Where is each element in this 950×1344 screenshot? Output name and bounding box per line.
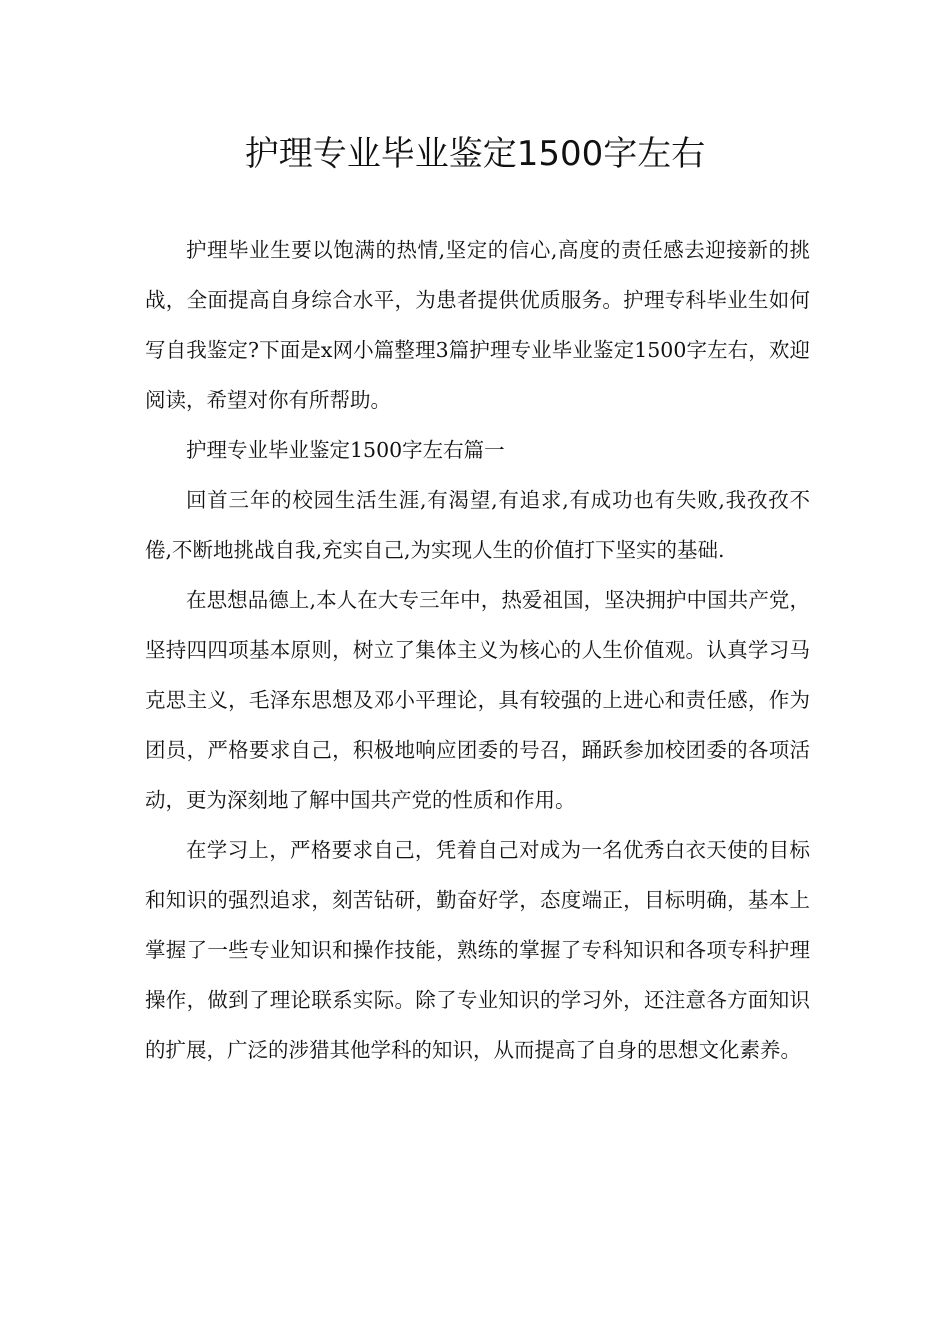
document-body: [145, 225, 810, 1075]
section-heading: 护理专业毕业鉴定1500字左右篇一: [186, 438, 505, 462]
paragraph-ideology: 在思想品德上,本人在大专三年中，热爱祖国，坚决拥护中国共产党，坚持四四项基本原则，树立了集体主义为核心的人生价值观。认真学习马克思主义，毛泽东思想及邓小平理论，具有较强的上进心和责任感，作为团员，严格要求自己，积极地响应团委的号召，踊跃参加校团委的各项活动，更为深刻地了解中国共产党的性质和作用。: [145, 588, 810, 812]
paragraph-study: 在学习上，严格要求自己，凭着自己对成为一名优秀白衣天使的目标和知识的强烈追求，刻苦钻研，勤奋好学，态度端正，目标明确，基本上掌握了一些专业知识和操作技能，熟练的掌握了专科知识和各项专科护理操作，做到了理论联系实际。除了专业知识的学习外，还注意各方面知识的扩展，广泛的涉猎其他学科的知识，从而提高了自身的思想文化素养。: [145, 838, 810, 1062]
document-title: 护理专业毕业鉴定1500字左右: [244, 134, 706, 174]
paragraph-review: 回首三年的校园生活生涯,有渴望,有追求,有成功也有失败,我孜孜不倦,不断地挑战自我,充实自己,为实现人生的价值打下坚实的基础.: [145, 488, 810, 562]
paragraph-intro: 护理毕业生要以饱满的热情,坚定的信心,高度的责任感去迎接新的挑战，全面提高自身综合水平，为患者提供优质服务。护理专科毕业生如何写自我鉴定?下面是x网小篇整理3篇护理专业毕业鉴定1500字左右，欢迎阅读，希望对你有所帮助。: [145, 238, 810, 412]
